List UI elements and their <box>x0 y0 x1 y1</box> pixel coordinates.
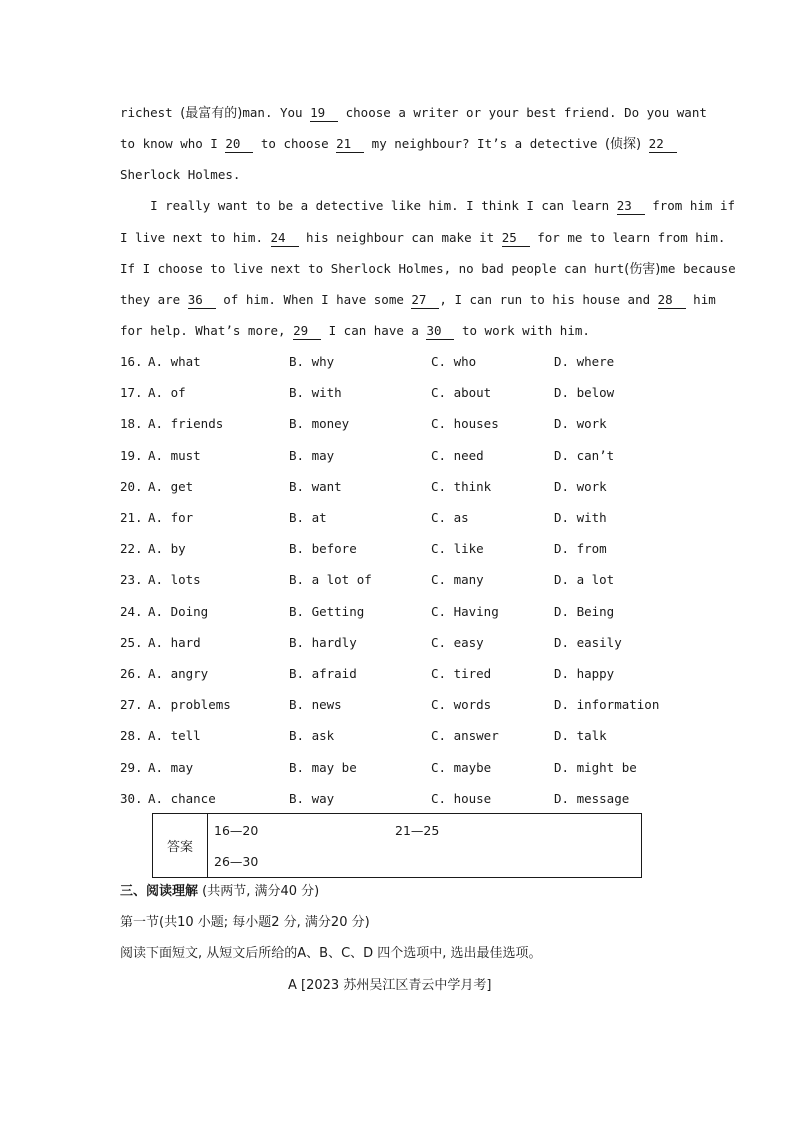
passage-text: him <box>685 292 716 307</box>
option-d: D. a lot <box>554 572 615 588</box>
option-c: C. need <box>431 447 484 463</box>
question-row <box>120 664 680 684</box>
passage-line <box>120 290 716 310</box>
option-a: A. chance <box>148 790 216 806</box>
option-c: C. easy <box>431 634 484 650</box>
question-number: 16. <box>120 354 143 369</box>
option-d: D. talk <box>554 728 607 744</box>
cloze-blank-20: 20 <box>225 136 253 153</box>
question-row <box>120 446 680 466</box>
option-c: C. houses <box>431 416 499 432</box>
option-c: C. about <box>431 385 492 401</box>
cloze-blank-19: 19 <box>310 105 338 122</box>
option-b: B. may be <box>289 759 357 775</box>
reading-instruction: 阅读下面短文, 从短文后所给的A、B、C、D 四个选项中, 选出最佳选项。 <box>120 946 542 961</box>
question-row <box>120 414 680 434</box>
passage-text: richest <box>120 105 181 120</box>
chinese-gloss: (侦探) <box>604 137 642 152</box>
cloze-blank-27: 27 <box>411 292 439 309</box>
option-b: B. a lot of <box>289 572 372 588</box>
option-a: A. angry <box>148 666 209 681</box>
question-row <box>120 508 680 528</box>
question-row <box>120 758 680 778</box>
passage-text <box>641 136 649 151</box>
chinese-gloss: (伤害) <box>624 262 661 277</box>
option-b: B. way <box>289 790 335 806</box>
passage-line <box>120 196 736 216</box>
question-number: 26. <box>120 666 143 681</box>
option-a: A. hard <box>148 634 201 650</box>
question-number: 29. <box>120 759 143 775</box>
question-number: 17. <box>120 385 143 401</box>
passage-line <box>120 228 726 248</box>
option-d: D. message <box>554 790 630 806</box>
option-c: C. as <box>431 510 469 525</box>
option-d: D. Being <box>554 603 615 619</box>
option-a: A. must <box>148 447 201 463</box>
option-d: D. can’t <box>554 447 615 463</box>
cloze-blank-36: 36 <box>188 292 216 309</box>
option-c: C. who <box>431 354 477 369</box>
option-a: A. friends <box>148 416 224 432</box>
option-a: A. may <box>148 759 194 775</box>
option-a: A. problems <box>148 697 231 713</box>
passage-text: man. You <box>242 105 311 120</box>
passage-a-label: A [2023 苏州吴江区青云中学月考] <box>288 978 492 993</box>
option-c: C. like <box>431 541 484 557</box>
question-number: 21. <box>120 510 143 525</box>
cloze-blank-21: 21 <box>336 136 364 153</box>
question-number: 30. <box>120 790 143 806</box>
passage-text: to choose <box>253 136 337 151</box>
option-b: B. afraid <box>289 666 357 681</box>
option-b: B. why <box>289 354 335 369</box>
option-c: C. Having <box>431 603 499 619</box>
option-a: A. of <box>148 385 186 401</box>
section-heading-score: (共两节, 满分40 分) <box>198 884 320 899</box>
passage-text: they are <box>120 292 188 307</box>
passage-text: his neighbour can make it <box>298 230 502 245</box>
question-number: 24. <box>120 603 143 619</box>
option-a: A. what <box>148 354 201 369</box>
passage-text: my neighbour? It’s a detective <box>364 136 605 151</box>
option-c: C. answer <box>431 728 499 744</box>
cloze-blank-30: 30 <box>426 323 454 340</box>
option-a: A. get <box>148 478 194 494</box>
passage-text: to work with him. <box>454 323 590 338</box>
passage-text: I can have a <box>321 323 427 338</box>
question-row <box>120 726 680 746</box>
section-heading-title: 三、阅读理解 <box>120 884 199 899</box>
question-number: 23. <box>120 572 143 588</box>
question-number: 19. <box>120 447 143 463</box>
option-b: B. at <box>289 510 327 525</box>
option-a: A. tell <box>148 728 201 744</box>
part-one-heading: 第一节(共10 小题; 每小题2 分, 满分20 分) <box>120 915 370 930</box>
passage-text: for me to learn from him. <box>529 230 726 245</box>
option-b: B. want <box>289 478 342 494</box>
cloze-blank-29: 29 <box>293 323 321 340</box>
option-b: B. Getting <box>289 603 365 619</box>
option-b: B. with <box>289 385 342 401</box>
option-a: A. lots <box>148 572 201 588</box>
cloze-blank-25: 25 <box>502 230 530 247</box>
passage-text: me because <box>660 261 736 276</box>
option-d: D. where <box>554 354 615 369</box>
option-d: D. work <box>554 478 607 494</box>
question-number: 27. <box>120 697 143 713</box>
question-row <box>120 602 680 622</box>
option-c: C. think <box>431 478 492 494</box>
answer-range-16-20: 16—20 <box>214 823 259 838</box>
question-row <box>120 789 680 809</box>
question-row <box>120 570 680 590</box>
passage-text: from him if <box>644 198 736 213</box>
answer-range-21-25: 21—25 <box>395 823 440 838</box>
option-c: C. many <box>431 572 484 588</box>
answer-table <box>152 813 642 878</box>
option-b: B. ask <box>289 728 335 744</box>
question-row <box>120 352 680 372</box>
passage-text: , I can run to his house and <box>439 292 658 307</box>
passage-text: I live next to him. <box>120 230 271 245</box>
question-row <box>120 383 680 403</box>
option-d: D. information <box>554 697 660 713</box>
option-c: C. house <box>431 790 492 806</box>
option-d: D. might be <box>554 759 637 775</box>
section-heading <box>120 882 319 902</box>
answer-range-26-30: 26—30 <box>214 854 259 869</box>
option-a: A. by <box>148 541 186 557</box>
cloze-blank-22: 22 <box>649 136 677 153</box>
question-number: 28. <box>120 728 143 744</box>
cloze-blank-28: 28 <box>658 292 686 309</box>
option-d: D. below <box>554 385 615 401</box>
chinese-gloss: (最富有的) <box>180 106 243 121</box>
option-a: A. Doing <box>148 603 209 619</box>
passage-text: If I choose to live next to Sherlock Holmes, no bad people can hurt <box>120 261 625 276</box>
option-a: A. for <box>148 510 194 525</box>
passage-line <box>120 165 676 185</box>
cloze-blank-24: 24 <box>271 230 299 247</box>
option-b: B. may <box>289 447 335 463</box>
question-row <box>120 633 680 653</box>
option-b: B. news <box>289 697 342 713</box>
option-c: C. tired <box>431 666 492 681</box>
passage-text: for help. What’s more, <box>120 323 294 338</box>
passage-text: Sherlock Holmes. <box>120 167 241 182</box>
option-d: D. with <box>554 510 607 525</box>
passage-line <box>120 259 736 279</box>
option-d: D. from <box>554 541 607 557</box>
option-b: B. before <box>289 541 357 557</box>
question-number: 18. <box>120 416 143 432</box>
passage-text: choose a writer or your best friend. Do you want <box>338 105 707 120</box>
passage-line <box>120 134 676 154</box>
option-d: D. easily <box>554 634 622 650</box>
option-b: B. money <box>289 416 350 432</box>
passage-text: I really want to be a detective like him. I think I can learn <box>120 198 617 213</box>
question-row <box>120 695 680 715</box>
answer-label: 答案 <box>153 814 208 877</box>
option-d: D. work <box>554 416 607 432</box>
cloze-blank-23: 23 <box>617 198 645 215</box>
passage-line <box>120 103 707 123</box>
question-number: 20. <box>120 478 143 494</box>
passage-text: of him. When I have some <box>215 292 412 307</box>
passage-line <box>120 321 676 341</box>
option-c: C. words <box>431 697 492 713</box>
option-b: B. hardly <box>289 634 357 650</box>
question-number: 25. <box>120 634 143 650</box>
question-row <box>120 539 680 559</box>
option-d: D. happy <box>554 666 615 681</box>
option-c: C. maybe <box>431 759 492 775</box>
question-number: 22. <box>120 541 143 557</box>
passage-text: to know who I <box>120 136 226 151</box>
question-row <box>120 477 680 497</box>
